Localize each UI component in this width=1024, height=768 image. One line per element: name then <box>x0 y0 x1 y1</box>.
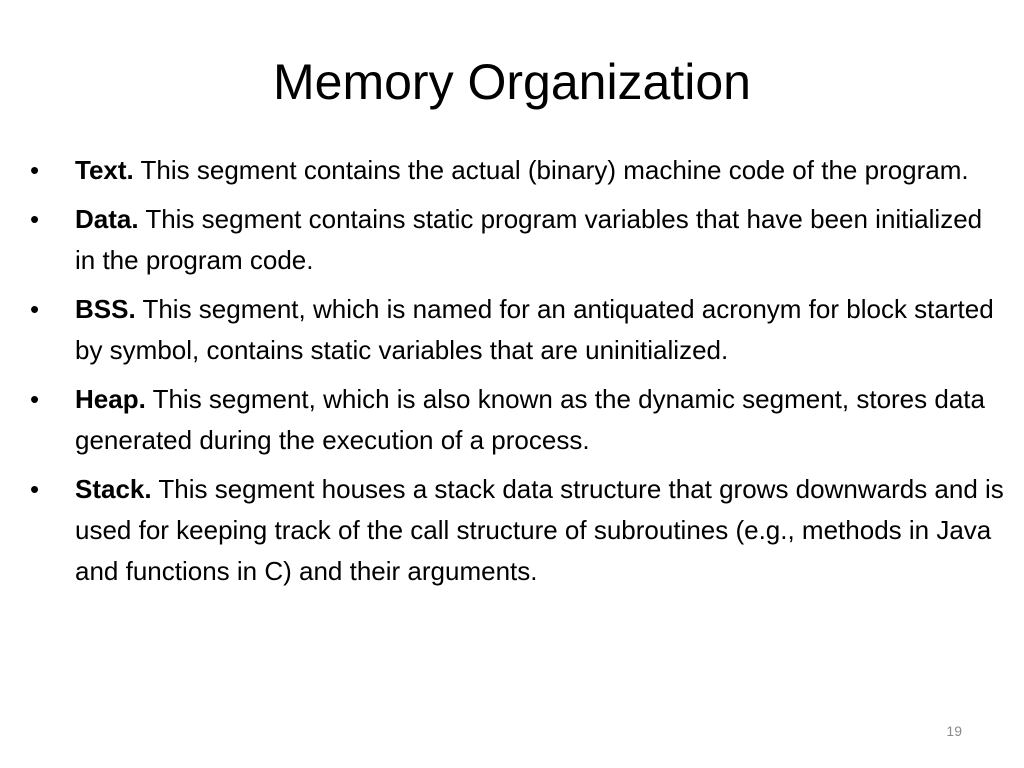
bullet-item-data <box>30 199 1005 281</box>
bullet-item-bss <box>30 289 1005 371</box>
slide-title: Memory Organization <box>273 54 751 110</box>
bullet-list <box>30 150 1005 600</box>
bullet-icon: • <box>30 294 40 324</box>
bullet-icon: • <box>30 384 40 414</box>
bullet-term: Data. <box>75 204 139 234</box>
bullet-term: Heap. <box>75 384 146 414</box>
bullet-icon: • <box>30 155 40 185</box>
bullet-item-heap <box>30 379 1005 461</box>
page-number: 19 <box>946 723 962 739</box>
bullet-item-stack <box>30 469 1005 592</box>
bullet-description: This segment contains the actual (binary) machine code of the program. <box>140 155 969 185</box>
bullet-description: This segment contains static program variables that have been initialized in the program code. <box>75 204 983 275</box>
bullet-term: Text. <box>75 155 134 185</box>
bullet-description: This segment, which is named for an antiquated acronym for block started by symbol, contains static variables that are uninitialized. <box>75 294 994 365</box>
bullet-description: This segment, which is also known as the dynamic segment, stores data generated during the execution of a process. <box>75 384 985 455</box>
bullet-term: Stack. <box>75 474 152 504</box>
bullet-description: This segment houses a stack data structure that grows downwards and is used for keeping track of the call structure of subroutines (e.g., methods in Java and functions in C) and their arguments. <box>75 474 1004 586</box>
bullet-term: BSS. <box>75 294 136 324</box>
bullet-icon: • <box>30 474 40 504</box>
bullet-icon: • <box>30 204 40 234</box>
bullet-item-text <box>30 150 1005 191</box>
